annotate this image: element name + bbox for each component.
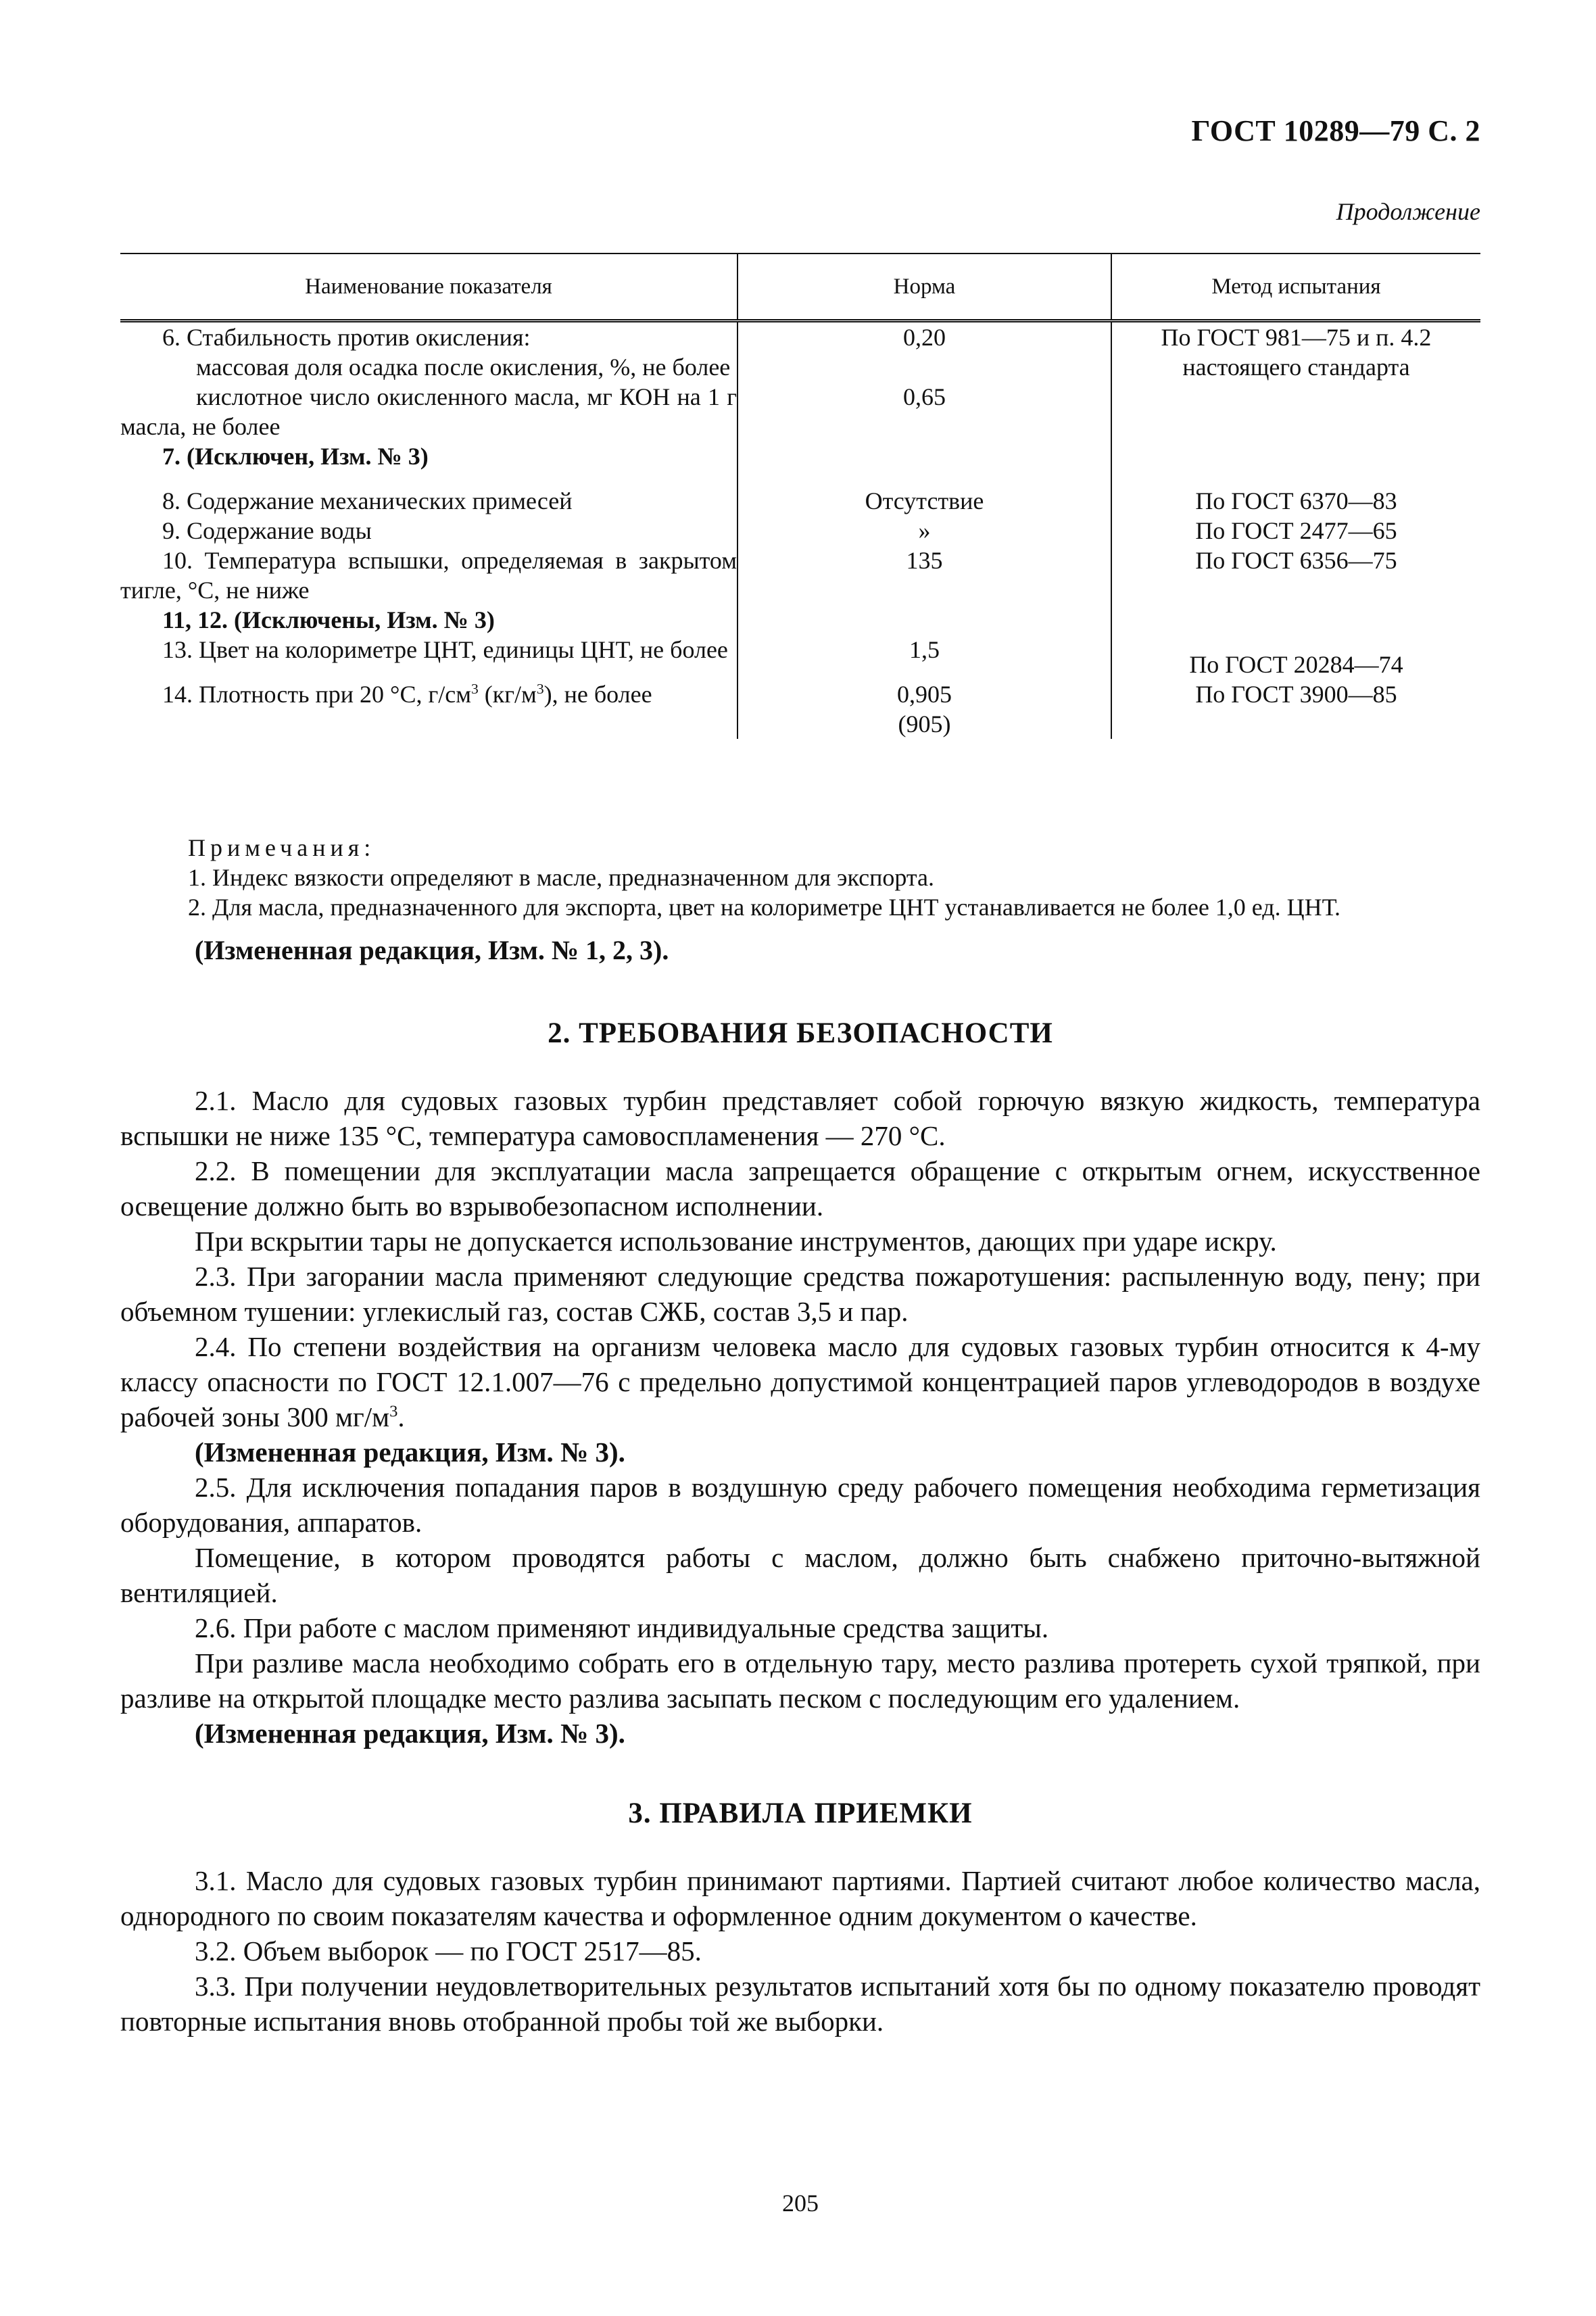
paragraph-2-3: 2.3. При загорании масла применяют следующие средства пожаротушения: распыленную воду, пену; при объемном тушении: углекислый газ, состав СЖБ, состав 3,5 и пар. bbox=[120, 1261, 1480, 1327]
paragraph-2-6: 2.6. При работе с маслом применяют индивидуальные средства защиты. bbox=[195, 1612, 1049, 1643]
table-continuation-label: Продолжение bbox=[1336, 198, 1480, 225]
row-10-norm: 135 bbox=[737, 546, 1111, 605]
row-7-indicator: 7. (Исключен, Изм. № 3) bbox=[162, 443, 429, 470]
row-8-indicator: 8. Содержание механических примесей bbox=[162, 487, 573, 514]
table-row bbox=[120, 679, 1480, 739]
row-9-norm: » bbox=[737, 516, 1111, 546]
row-6b-indicator: кислотное число окисленного масла, мг КОН на 1 г масла, не более bbox=[120, 383, 737, 440]
column-header-method: Метод испытания bbox=[1111, 254, 1480, 321]
row-14-norm: 0,905 bbox=[897, 681, 952, 708]
specification-table bbox=[120, 253, 1480, 739]
paragraph-2-2-cont: При вскрытии тары не допускается использование инструментов, дающих при ударе искру. bbox=[195, 1226, 1277, 1257]
document-page bbox=[120, 0, 1480, 2316]
notes-title: Примечания: bbox=[188, 834, 376, 861]
table-row bbox=[120, 546, 1480, 605]
paragraph-3-1: 3.1. Масло для судовых газовых турбин принимают партиями. Партией считают любое количество масла, однородного по своим показателям качества и оформленное одним документом о качестве. bbox=[120, 1865, 1480, 1931]
table-row bbox=[120, 635, 1480, 679]
table-header-row bbox=[120, 254, 1480, 321]
paragraph-2-5: 2.5. Для исключения попадания паров в воздушную среду рабочего помещения необходима герметизация оборудования, аппаратов. bbox=[120, 1472, 1480, 1538]
table-row bbox=[120, 605, 1480, 635]
paragraph-2-4: 2.4. По степени воздействия на организм человека масло для судовых газовых турбин относится к 4-му классу опасности по ГОСТ 12.1.007—76 с предельно допустимой концентрацией паров углеводородов в воздухе рабочей зоны 300 $мг/м^3$. bbox=[120, 1331, 1480, 1432]
paragraph-2-1: 2.1. Масло для судовых газовых турбин представляет собой горючую вязкую жидкость, температура вспышки не ниже 135 °С, температура самовоспламенения — 270 °С. bbox=[120, 1085, 1480, 1151]
paragraph-3-2: 3.2. Объем выборок — по ГОСТ 2517—85. bbox=[195, 1935, 702, 1967]
row-13-norm: 1,5 bbox=[737, 635, 1111, 679]
table-row bbox=[120, 441, 1480, 471]
row-6b-norm: 0,65 bbox=[737, 382, 1111, 441]
row-14-indicator: 14. Плотность при 20 °С, $г/см^3$ $(кг/м^3)$, не более bbox=[162, 681, 652, 708]
paragraph-2-2: 2.2. В помещении для эксплуатации масла запрещается обращение с открытым огнем, искусственное освещение должно быть во взрывобезопасном исполнении. bbox=[120, 1155, 1480, 1222]
table-row bbox=[120, 516, 1480, 546]
section-3-heading: 3. ПРАВИЛА ПРИЕМКИ bbox=[628, 1798, 973, 1829]
document-header: ГОСТ 10289—79 С. 2 bbox=[1191, 114, 1480, 147]
row-13-method: По ГОСТ 20284—74 bbox=[1111, 635, 1480, 679]
note-1: 1. Индекс вязкости определяют в масле, предназначенном для экспорта. bbox=[188, 864, 935, 891]
row-14-method: По ГОСТ 3900—85 bbox=[1111, 679, 1480, 739]
row-10-method: По ГОСТ 6356—75 bbox=[1111, 546, 1480, 605]
amendment-note: (Измененная редакция, Изм. № 1, 2, 3). bbox=[195, 935, 669, 965]
row-6-method: По ГОСТ 981—75 и п. 4.2 настоящего стандарта bbox=[1111, 321, 1480, 383]
table-notes bbox=[120, 833, 1480, 965]
table-row bbox=[120, 382, 1480, 441]
note-2: 2. Для масла, предназначенного для экспорта, цвет на колориметре ЦНТ устанавливается не более 1,0 ед. ЦНТ. bbox=[188, 894, 1341, 921]
row-9-method: По ГОСТ 2477—65 bbox=[1111, 516, 1480, 546]
row-9-indicator: 9. Содержание воды bbox=[162, 517, 372, 544]
row-10-indicator: 10. Температура вспышки, определяемая в закрытом тигле, °С, не ниже bbox=[120, 547, 737, 604]
row-11-12-indicator: 11, 12. (Исключены, Изм. № 3) bbox=[162, 606, 495, 633]
paragraph-2-5-cont: Помещение, в котором проводятся работы с маслом, должно быть снабжено приточно-вытяжной вентиляцией. bbox=[120, 1542, 1480, 1608]
table-row bbox=[120, 321, 1480, 383]
page-number: 205 bbox=[782, 2190, 819, 2217]
section-2-body bbox=[120, 1083, 1480, 1751]
row-14-norm-alt: (905) bbox=[898, 710, 951, 738]
column-header-indicator: Наименование показателя bbox=[120, 254, 737, 321]
paragraph-3-3: 3.3. При получении неудовлетворительных результатов испытаний хотя бы по одному показателю проводят повторные испытания вновь отобранной пробы той же выборки. bbox=[120, 1971, 1480, 2037]
row-13-indicator: 13. Цвет на колориметре ЦНТ, единицы ЦНТ, не более bbox=[162, 636, 728, 663]
table-row bbox=[120, 486, 1480, 516]
row-6-title: 6. Стабильность против окисления: bbox=[162, 324, 531, 351]
row-6a-indicator: массовая доля осадка после окисления, %, не более bbox=[196, 354, 731, 381]
section-2-heading: 2. ТРЕБОВАНИЯ БЕЗОПАСНОСТИ bbox=[548, 1017, 1053, 1049]
row-8-method: По ГОСТ 6370—83 bbox=[1111, 486, 1480, 516]
amendment-note: (Измененная редакция, Изм. № 3). bbox=[195, 1718, 625, 1749]
column-header-norm: Норма bbox=[737, 254, 1111, 321]
row-8-norm: Отсутствие bbox=[737, 486, 1111, 516]
section-3-body bbox=[120, 1863, 1480, 2039]
amendment-note: (Измененная редакция, Изм. № 3). bbox=[195, 1437, 625, 1468]
paragraph-2-6-cont: При разливе масла необходимо собрать его в отдельную тару, место разлива протереть сухой тряпкой, при разливе на открытой площадке место разлива засыпать песком с последующим его удалением. bbox=[120, 1647, 1480, 1714]
row-6a-norm: 0,20 bbox=[737, 321, 1111, 383]
